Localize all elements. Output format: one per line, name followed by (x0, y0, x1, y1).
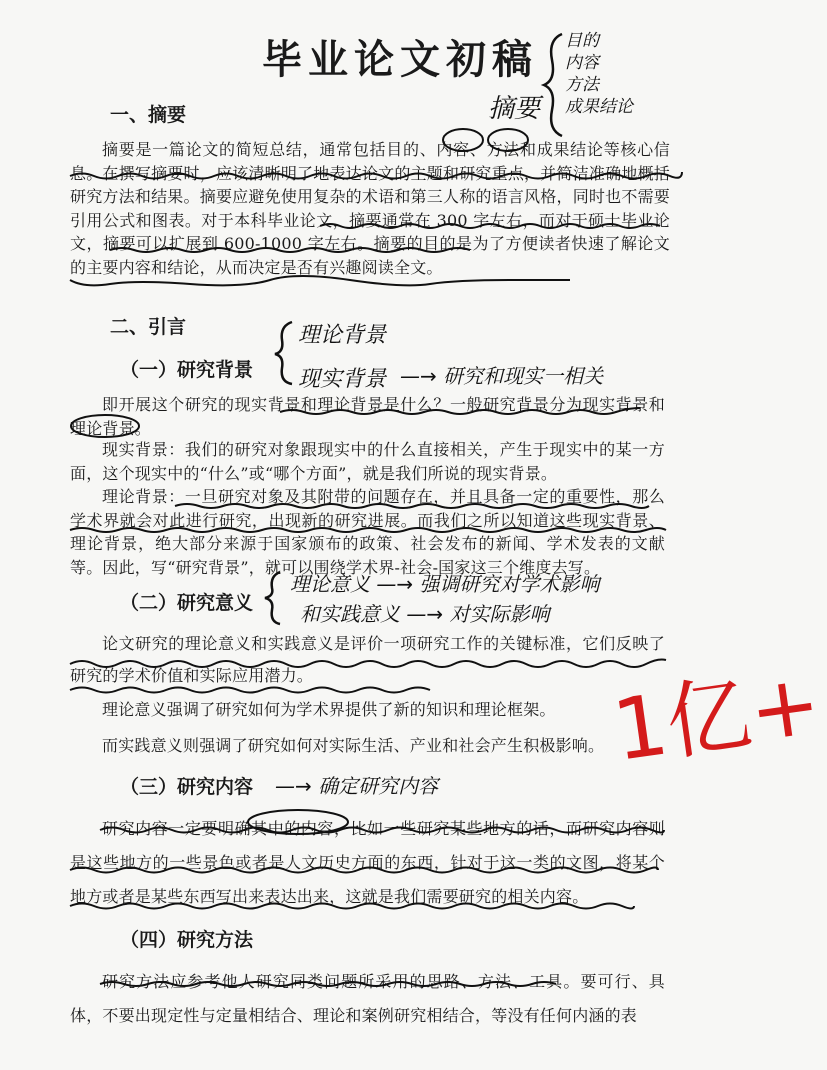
heading-content: （三）研究内容 (120, 776, 254, 798)
heading-significance: （二）研究意义 (120, 592, 254, 614)
background-p2: 现实背景：我们的研究对象跟现实中的什么直接相关，产生于现实中的某一方面，这个现实中的“什么”或“哪个方面”，就是我们所说的现实背景。 (70, 440, 665, 483)
abstract-body: 摘要是一篇论文的简短总结，通常包括目的、内容、方法和成果结论等核心信息。在撰写摘要时，应该清晰明了地表达论文的主题和研究重点，并简洁准确地概括研究方法和结果。摘要应避免使用复杂的术语和第三人称的语言风格，同时也不需要引用公式和图表。对于本科毕业论文，摘要通常在 300 字左右，而对于硕士毕业论文，摘要可以扩展到 600-1000 字左右。摘要的目的是为了方便读者快速了解论文的主要内容和结论，从而决定是否有兴趣阅读全文。 (70, 140, 670, 277)
note-abstract: 摘要 (488, 94, 541, 124)
note-list-item: 目的 (565, 31, 599, 51)
note-bg-reality-arrow: —→ 研究和现实一相关 (400, 364, 604, 388)
heading-method: （四）研究方法 (120, 929, 254, 951)
note-bg-theory: 理论背景 (298, 323, 387, 348)
significance-p3: 而实践意义则强调了研究如何对实际生活、产业和社会产生积极影响。 (102, 736, 605, 755)
note-bg-reality: 现实背景 (298, 367, 387, 392)
significance-p2: 理论意义强调了研究如何为学术界提供了新的知识和理论框架。 (102, 700, 556, 719)
note-abstract-list (565, 30, 633, 118)
page-title: 毕业论文初稿 (262, 36, 538, 83)
significance-p1: 论文研究的理论意义和实践意义是评价一项研究工作的关键标准，它们反映了研究的学术价值和实际应用潜力。 (70, 634, 665, 685)
heading-intro: 二、引言 (110, 316, 187, 338)
method-p1: 研究方法应参考他人研究同类问题所采用的思路、方法、工具。要可行、具体，不要出现定性与定量相结合、理论和案例研究相结合，等没有任何内涵的表 (70, 972, 665, 1025)
brace-background-icon (272, 318, 298, 388)
note-red-mark: 1亿+ (607, 653, 827, 780)
note-sig-practice: 和实践意义 —→ 对实际影响 (300, 602, 550, 626)
note-list-item: 方法 (565, 75, 599, 95)
heading-abstract: 一、摘要 (110, 104, 187, 126)
heading-background: （一）研究背景 (120, 359, 254, 381)
note-list-item: 内容 (565, 53, 599, 73)
note-sig-theory: 理论意义 —→ 强调研究对学术影响 (290, 572, 600, 596)
background-p1: 即开展这个研究的现实背景和理论背景是什么？一般研究背景分为现实背景和理论背景。 (70, 395, 665, 438)
note-content-arrow: —→ 确定研究内容 (275, 774, 439, 798)
background-p3: 理论背景：一旦研究对象及其附带的问题存在，并且具备一定的重要性，那么学术界就会对此进行研究，出现新的研究进展。而我们之所以知道这些现实背景、理论背景，绝大部分来源于国家颁布的政策、社会发布的新闻、学术发表的文献等。因此，写“研究背景”，就可以围绕学术界-社会-国家这三个维度去写。 (70, 487, 665, 577)
note-list-item: 成果结论 (565, 97, 633, 117)
content-p1: 研究内容一定要明确其中的内容，比如一些研究某些地方的话，而研究内容则是这些地方的一些景色或者是人文历史方面的东西，针对于这一类的文图，将某个地方或者是某些东西写出来表达出来，这就是我们需要研究的相关内容。 (70, 819, 665, 906)
